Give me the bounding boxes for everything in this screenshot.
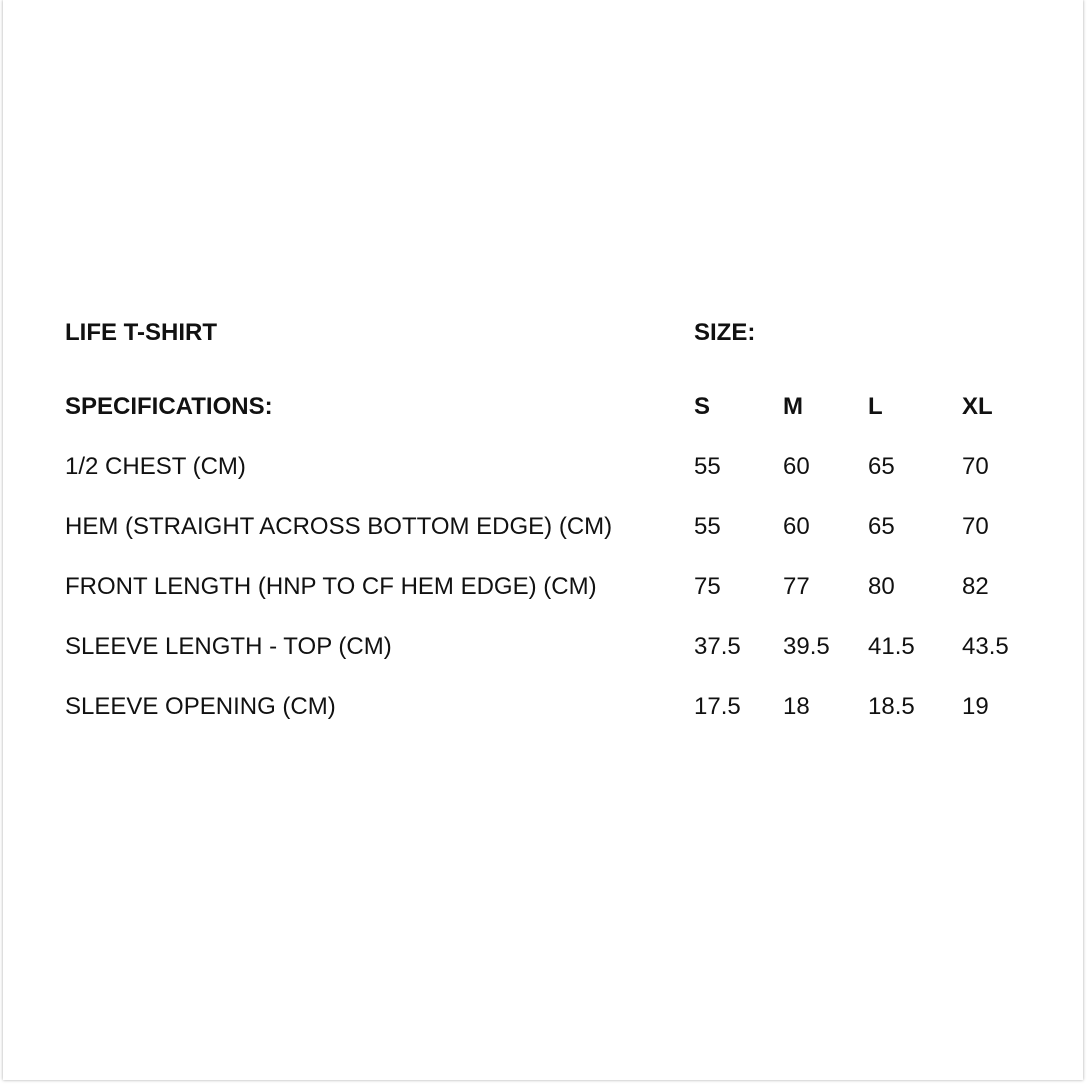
spec-label: SLEEVE LENGTH - TOP (CM): [65, 633, 392, 660]
spec-value-xl: 43.5: [962, 633, 1009, 660]
spec-row-sleeve-opening: [65, 692, 1055, 752]
size-heading: SIZE:: [694, 319, 756, 346]
size-column-s: S: [694, 393, 711, 420]
specifications-heading: SPECIFICATIONS:: [65, 393, 273, 420]
spec-value-xl: 70: [962, 513, 989, 540]
spec-value-s: 17.5: [694, 693, 741, 720]
size-column-xl: XL: [962, 393, 993, 420]
specifications-header-row: [65, 392, 1055, 452]
spec-label: 1/2 CHEST (CM): [65, 453, 246, 480]
spec-row-sleeve-length: [65, 632, 1055, 692]
spec-value-m: 18: [783, 693, 810, 720]
spec-value-s: 55: [694, 453, 721, 480]
spec-value-xl: 82: [962, 573, 989, 600]
spec-value-l: 80: [868, 573, 895, 600]
spec-value-l: 65: [868, 513, 895, 540]
spec-label: FRONT LENGTH (HNP TO CF HEM EDGE) (CM): [65, 573, 597, 600]
title-row: [65, 318, 1055, 392]
spec-value-s: 75: [694, 573, 721, 600]
spec-row-front-length: [65, 572, 1055, 632]
size-column-l: L: [868, 393, 883, 420]
spec-value-m: 60: [783, 513, 810, 540]
size-column-m: M: [783, 393, 803, 420]
spec-value-l: 65: [868, 453, 895, 480]
spec-row-hem: [65, 512, 1055, 572]
spec-value-s: 55: [694, 513, 721, 540]
spec-value-l: 18.5: [868, 693, 915, 720]
spec-value-l: 41.5: [868, 633, 915, 660]
spec-value-xl: 19: [962, 693, 989, 720]
spec-label: SLEEVE OPENING (CM): [65, 693, 336, 720]
spec-value-m: 60: [783, 453, 810, 480]
size-chart-card: [3, 0, 1083, 1080]
spec-label: HEM (STRAIGHT ACROSS BOTTOM EDGE) (CM): [65, 513, 613, 540]
spec-value-m: 77: [783, 573, 810, 600]
spec-value-s: 37.5: [694, 633, 741, 660]
spec-row-chest: [65, 452, 1055, 512]
size-chart: [65, 318, 1055, 752]
product-title: LIFE T-SHIRT: [65, 319, 217, 346]
spec-value-xl: 70: [962, 453, 989, 480]
spec-value-m: 39.5: [783, 633, 830, 660]
